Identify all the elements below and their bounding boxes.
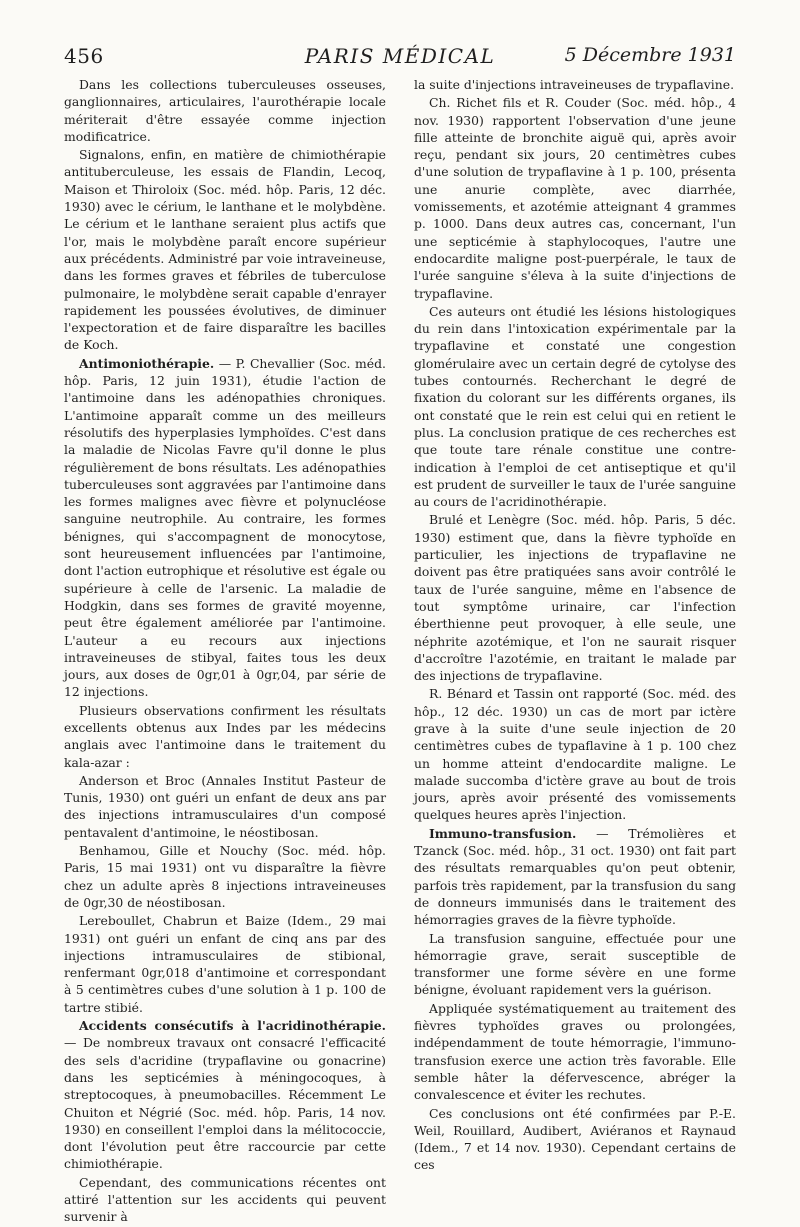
paragraph: Ces conclusions ont été confirmées par P.-E. Weil, Rouillard, Audibert, Aviéranos et Raynaud (Idem., 7 et 14 nov. 1930). Cependant certains de ces bbox=[414, 1105, 736, 1173]
page-number: 456 bbox=[64, 44, 104, 68]
right-column bbox=[414, 76, 736, 1175]
paragraph: La transfusion sanguine, effectuée pour une hémorragie grave, serait susceptible de transformer une forme sévère en une forme bénigne, évoluant rapidement vers la guérison. bbox=[414, 930, 736, 998]
paragraph: Benhamou, Gille et Nouchy (Soc. méd. hôp. Paris, 15 mai 1931) ont vu disparaître la fièvre chez un adulte après 8 injections intraveineuses de 0gr,30 de néostibosan. bbox=[64, 843, 386, 910]
paragraph: Brulé et Lenègre (Soc. méd. hôp. Paris, 5 déc. 1930) estiment que, dans la fièvre typhoïde en particulier, les injections de trypaflavine ne doivent pas être pratiquées sans avoir contrôlé le taux de l'urée sanguine, même en l'absence de tout symptôme urinaire, car l'infection éberthienne peut provoquer, à elle seule, une néphrite azotémique, et l'on ne saurait risquer d'accroître l'azotémie, en traitant le malade par des injections de trypaflavine. bbox=[414, 512, 736, 684]
section-heading: Immuno-transfusion. bbox=[429, 825, 577, 841]
paragraph bbox=[64, 355, 386, 701]
paragraph-body: — Trémolières et Tzanck (Soc. méd. hôp., 31 oct. 1930) ont fait part des résultats remarquables qu'on peut obtenir, parfois très rapidement, par la transfusion du sang de donneurs immunisés dans le traitement des hémorragies graves de la fièvre typhoïde. bbox=[414, 825, 736, 928]
paragraph: Lereboullet, Chabrun et Baize (Idem., 29 mai 1931) ont guéri un enfant de cinq ans par des injections intramusculaires de stibional, renfermant 0gr,018 d'antimoine et correspondant à 5 centimètres cubes d'une solution à 1 p. 100 de tartre stibié. bbox=[64, 913, 386, 1015]
paragraph: Appliquée systématiquement au traitement des fièvres typhoïdes graves ou prolongées, indépendamment de toute hémorragie, l'immuno-transfusion exerce une action très favorable. Elle semble hâter la défervescence, abréger la convalescence et éviter les rechutes. bbox=[414, 1000, 736, 1103]
paragraph-body: — De nombreux travaux ont consacré l'efficacité des sels d'acridine (trypaflavine ou gonacrine) dans les septicémies à méningocoques, à streptocoques, à pneumobacilles. Récemment Le Chuiton et Négrié (Soc. méd. hôp. Paris, 14 nov. 1930) en conseillent l'emploi dans la mélitococcie, dont l'évolution peut être raccourcie par cette chimiothérapie. bbox=[64, 1035, 386, 1172]
section-heading: Antimoniothérapie. bbox=[79, 355, 215, 371]
paragraph: Ch. Richet fils et R. Couder (Soc. méd. hôp., 4 nov. 1930) rapportent l'observation d'une jeune fille atteinte de bronchite aiguë qui, après avoir reçu, pendant six jours, 20 centimètres cubes d'une solution de trypaflavine à 1 p. 100, présenta une anurie complète, avec diarrhée, vomissements, et azotémie atteignant 4 grammes p. 1000. Dans deux autres cas, concernant, l'un une septicémie à staphylocoques, l'autre une endocardite maligne post-puerpérale, le taux de l'urée sanguine s'éleva à la suite d'injections de trypaflavine. bbox=[414, 95, 736, 301]
journal-title: PARIS MÉDICAL bbox=[304, 44, 496, 68]
paragraph: Dans les collections tuberculeuses osseuses, ganglionnaires, articulaires, l'aurothérapie locale mériterait d'être essayée comme injection modificatrice. bbox=[64, 77, 386, 144]
paragraph bbox=[64, 1017, 386, 1173]
paragraph: Anderson et Broc (Annales Institut Pasteur de Tunis, 1930) ont guéri un enfant de deux ans par des injections intramusculaires d'un composé pentavalent d'antimoine, le néostibosan. bbox=[64, 772, 386, 840]
paragraph: R. Bénard et Tassin ont rapporté (Soc. méd. des hôp., 12 déc. 1930) un cas de mort par ictère grave à la suite d'une seule injection de 20 centimètres cubes de typaflavine à 1 p. 100 chez un homme atteint d'endocardite maligne. Le malade succomba d'ictère grave au bout de trois jours, après avoir présenté des vomissements quelques heures après l'injection. bbox=[414, 686, 736, 823]
paragraph: Ces auteurs ont étudié les lésions histologiques du rein dans l'intoxication expérimentale par la trypaflavine et constaté une congestion glomérulaire avec un certain degré de cytolyse des tubes contournés. Recherchant le degré de fixation du colorant sur les différents organes, ils ont constaté que le rein est celui qui en retient le plus. La conclusion pratique de ces recherches est que toute tare rénale constitue une contre-indication à l'emploi de cet antiseptique et qu'il est prudent de surveiller le taux de l'urée sanguine au cours de l'acridinothérapie. bbox=[414, 303, 736, 510]
paragraph bbox=[414, 825, 736, 929]
left-column bbox=[64, 76, 386, 1227]
section-heading: Accidents consécutifs à l'acridinothérapie. bbox=[79, 1018, 386, 1034]
paragraph-body: — P. Chevallier (Soc. méd. hôp. Paris, 12 juin 1931), étudie l'action de l'antimoine dans les adénopathies chroniques. L'antimoine apparaît comme un des meilleurs résolutifs des hyperplasies lymphoïdes. C'est dans la maladie de Nicolas Favre qu'il donne le plus régulièrement de bons résultats. Les adénopathies tuberculeuses sont aggravées par l'antimoine dans les formes malignes avec fièvre et polynucléose sanguine neutrophile. Au contraire, les formes bénignes, qui s'accompagnent de monocytose, sont heureusement influencées par l'antimoine, dont l'action eutrophique et résolutive est égale ou supérieure à celle de l'arsenic. La maladie de Hodgkin, dans ses formes de gravité moyenne, peut être également améliorée par l'antimoine. L'auteur a eu recours aux injections intraveineuses de stibyal, faites tous les deux jours, aux doses de 0gr,01 à 0gr,04, par série de 12 injections. bbox=[64, 355, 386, 700]
page-header bbox=[64, 44, 736, 74]
issue-date: 5 Décembre 1931 bbox=[564, 44, 736, 66]
paragraph: la suite d'injections intraveineuses de trypaflavine. bbox=[414, 77, 735, 92]
paragraph: Plusieurs observations confirment les résultats excellents obtenus aux Indes par les médecins anglais avec l'antimoine dans le traitement du kala-azar : bbox=[64, 702, 386, 770]
paragraph: Signalons, enfin, en matière de chimiothérapie antituberculeuse, les essais de Flandin, Lecoq, Maison et Thiroloix (Soc. méd. hôp. Paris, 12 déc. 1930) avec le cérium, le lanthane et le molybdène. Le cérium et le lanthane seraient plus actifs que l'or, mais le molybdène paraît encore supérieur aux précédents. Administré par voie intraveineuse, dans les formes graves et fébriles de tuberculose pulmonaire, le molybdène serait capable d'enrayer rapidement les poussées évolutives, de diminuer l'expectoration et de faire disparaître les bacilles de Koch. bbox=[64, 147, 386, 353]
paragraph: Cependant, des communications récentes ont attiré l'attention sur les accidents qui peuvent survenir à bbox=[64, 1174, 386, 1225]
